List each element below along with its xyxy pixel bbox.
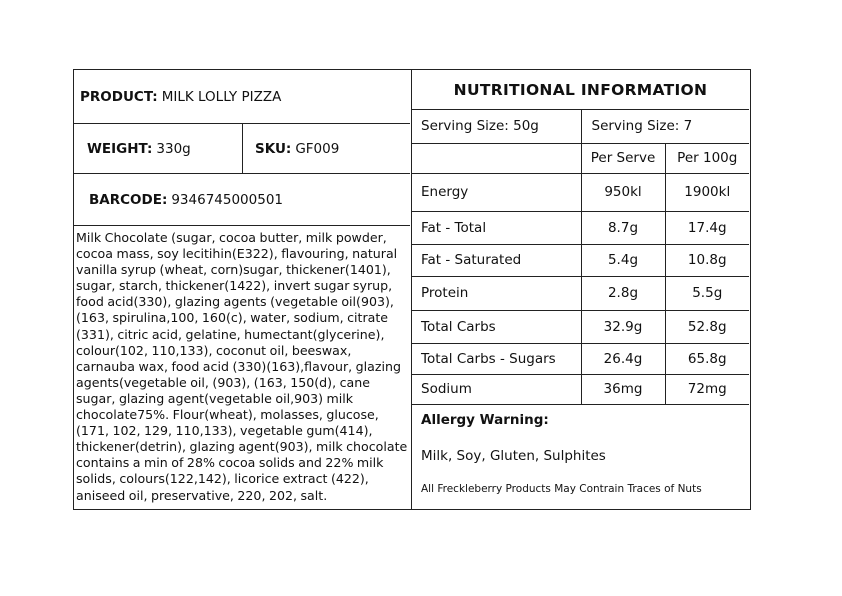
per-100g-value: 52.8g — [665, 310, 749, 343]
per-100g-header: Per 100g — [665, 143, 749, 173]
weight-label: WEIGHT: — [87, 140, 153, 157]
nutrition-row — [412, 244, 749, 276]
per-serve-value: 950kl — [581, 173, 665, 211]
nutrition-row — [412, 276, 749, 310]
per-100g-value: 65.8g — [665, 343, 749, 374]
nut-trace-note: All Freckleberry Products May Contrain Traces of Nuts — [421, 483, 702, 495]
weight-row — [74, 124, 243, 174]
servings-per-pack: Serving Size: 7 — [581, 110, 749, 143]
nutrient-name: Fat - Total — [412, 211, 581, 244]
sku-row — [243, 124, 410, 174]
nutrient-name: Energy — [412, 173, 581, 211]
per-serve-value: 36mg — [581, 374, 665, 404]
nutrient-name: Fat - Saturated — [412, 244, 581, 276]
nutrition-column — [412, 70, 749, 509]
nutrition-row — [412, 343, 749, 374]
sku-value: GF009 — [295, 140, 340, 157]
product-info-column — [74, 70, 412, 509]
product-name: MILK LOLLY PIZZA — [161, 88, 282, 105]
per-serve-value: 26.4g — [581, 343, 665, 374]
per-100g-value: 10.8g — [665, 244, 749, 276]
nutrition-row — [412, 374, 749, 404]
per-serve-value: 5.4g — [581, 244, 665, 276]
allergen-list: Milk, Soy, Gluten, Sulphites — [421, 448, 606, 464]
weight-value: 330g — [156, 140, 191, 157]
serving-size: Serving Size: 50g — [412, 110, 581, 143]
per-serve-header: Per Serve — [581, 143, 665, 173]
sku-label: SKU: — [255, 140, 292, 157]
allergy-title: Allergy Warning: — [421, 412, 549, 428]
nutrition-title: NUTRITIONAL INFORMATION — [412, 70, 749, 110]
nutrition-row — [412, 173, 749, 211]
product-label-sheet — [73, 69, 751, 510]
per-serve-value: 32.9g — [581, 310, 665, 343]
nutrition-table — [412, 110, 749, 405]
per-100g-value: 1900kl — [665, 173, 749, 211]
per-100g-value: 72mg — [665, 374, 749, 404]
nutrition-row — [412, 310, 749, 343]
product-label: PRODUCT: — [80, 88, 158, 105]
per-100g-value: 17.4g — [665, 211, 749, 244]
nutrient-name: Protein — [412, 276, 581, 310]
per-serve-value: 2.8g — [581, 276, 665, 310]
ingredients-text: Milk Chocolate (sugar, cocoa butter, milk powder, cocoa mass, soy lecitihin(E322), flavouring, natural vanilla syrup (wheat, corn)sugar, thickener(1401), sugar, starch, thickener(1422), invert sugar syrup, food acid(330), glazing agents (vegetable oil(903), (163, spirulina,100, 160(c), water, sodium, citrate (331), citric acid, gelatine, humectant(glycerine), colour(102, 110,133), coconut oil, beeswax, carnauba wax, food acid (330)(163),flavour, glazing agents(vegetable oil, (903), (163, 150(d), cane sugar, glazing agent(vegetable oil,903) milk chocolate75%. Flour(wheat), molasses, glucose, (171, 102, 129, 110,133), vegetable gum(414), thickener(detrin), glazing agent(903), milk chocolate contains a min of 28% cocoa solids and 22% milk solids, colours(122,142), licorice extract (422), aniseed oil, preservative, 220, 202, salt. — [76, 230, 408, 503]
per-100g-value: 5.5g — [665, 276, 749, 310]
barcode-row — [74, 174, 410, 226]
barcode-label: BARCODE: — [89, 191, 168, 208]
product-row — [74, 70, 410, 124]
nutrient-name: Total Carbs — [412, 310, 581, 343]
nutrition-row — [412, 211, 749, 244]
serving-row — [412, 110, 749, 143]
nutrition-header-row — [412, 143, 749, 173]
per-serve-value: 8.7g — [581, 211, 665, 244]
nutrient-name: Total Carbs - Sugars — [412, 343, 581, 374]
barcode-value: 9346745000501 — [171, 191, 284, 208]
nutrient-name: Sodium — [412, 374, 581, 404]
